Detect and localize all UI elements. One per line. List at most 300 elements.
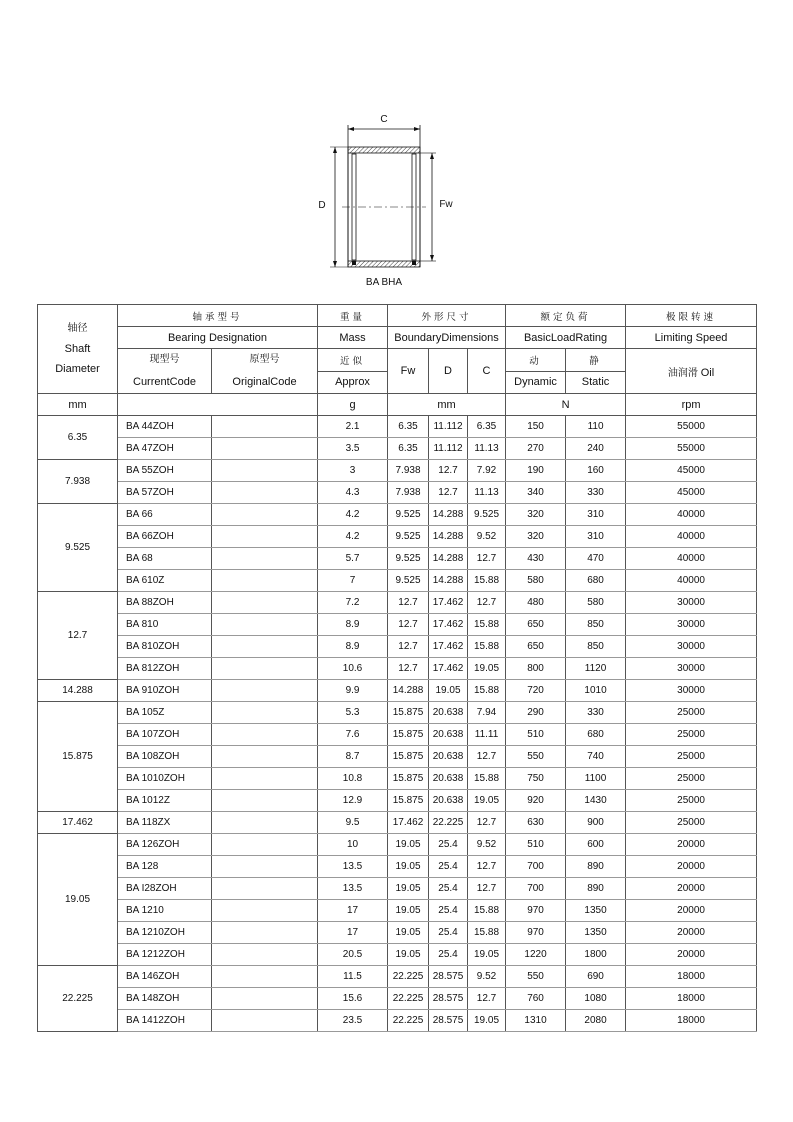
c-cell: 6.35 [468,416,506,438]
fw-cell: 15.875 [388,746,429,768]
table-row [38,702,757,724]
oil-cn-label: 油润滑 [667,367,698,379]
speed-cell: 18000 [626,1010,757,1032]
c-cell: 15.88 [468,922,506,944]
mass-en-header: Mass [318,327,388,349]
fw-cell: 15.875 [388,790,429,812]
d-cell: 14.288 [429,548,468,570]
unit-dims: mm [388,394,506,416]
static-load-cell: 850 [566,614,626,636]
current-cn-label: 现型号 [149,354,180,365]
dynamic-load-cell: 320 [506,504,566,526]
fw-cell: 12.7 [388,658,429,680]
original-code-cell [212,988,318,1010]
dynamic-load-cell: 510 [506,724,566,746]
d-cell: 25.4 [429,856,468,878]
static-load-cell: 1010 [566,680,626,702]
unit-shaft: mm [38,394,118,416]
current-code-cell: BA 128 [118,856,212,878]
dynamic-load-cell: 480 [506,592,566,614]
speed-cell: 30000 [626,658,757,680]
d-cell: 28.575 [429,988,468,1010]
table-row [38,724,757,746]
fw-cell: 15.875 [388,702,429,724]
c-cell: 15.88 [468,636,506,658]
mass-cell: 10.8 [318,768,388,790]
table-row [38,900,757,922]
fw-cell: 19.05 [388,856,429,878]
dynamic-load-cell: 1220 [506,944,566,966]
dynamic-load-cell: 1310 [506,1010,566,1032]
static-load-cell: 110 [566,416,626,438]
current-code-cell: BA 1010ZOH [118,768,212,790]
mass-cell: 3 [318,460,388,482]
static-load-cell: 690 [566,966,626,988]
d-cell: 20.638 [429,702,468,724]
table-row [38,812,757,834]
current-code-cell: BA 66 [118,504,212,526]
fw-cell: 15.875 [388,768,429,790]
fw-cell: 9.525 [388,504,429,526]
fw-cell: 14.288 [388,680,429,702]
speed-cell: 25000 [626,724,757,746]
dynamic-load-cell: 430 [506,548,566,570]
original-code-cell [212,1010,318,1032]
static-cn-header: 静 [566,349,626,372]
original-code-cell [212,592,318,614]
current-code-cell: BA 148ZOH [118,988,212,1010]
d-cell: 17.462 [429,636,468,658]
d-cell: 25.4 [429,878,468,900]
dynamic-load-cell: 650 [506,614,566,636]
c-cell: 12.7 [468,592,506,614]
original-code-cell [212,724,318,746]
mass-cell: 4.3 [318,482,388,504]
original-code-header [212,349,318,394]
current-code-header [118,349,212,394]
approx-cn-header: 近似 [318,349,388,372]
load-en-header: BasicLoadRating [506,327,626,349]
static-load-cell: 330 [566,702,626,724]
current-en-label: CurrentCode [133,376,196,388]
fw-cell: 19.05 [388,944,429,966]
mass-cell: 13.5 [318,856,388,878]
c-cell: 15.88 [468,900,506,922]
static-load-cell: 310 [566,526,626,548]
current-code-cell: BA 57ZOH [118,482,212,504]
fw-cell: 22.225 [388,1010,429,1032]
shaft-diameter-cell: 7.938 [38,460,118,504]
c-cell: 9.52 [468,526,506,548]
designation-cn-header: 轴承型号 [118,305,318,327]
dynamic-load-cell: 550 [506,966,566,988]
static-load-cell: 160 [566,460,626,482]
c-cell: 19.05 [468,658,506,680]
current-code-cell: BA 810 [118,614,212,636]
static-load-cell: 310 [566,504,626,526]
d-cell: 14.288 [429,504,468,526]
d-cell: 25.4 [429,900,468,922]
mass-cell: 15.6 [318,988,388,1010]
original-code-cell [212,570,318,592]
c-cell: 12.7 [468,548,506,570]
speed-cell: 18000 [626,966,757,988]
dynamic-load-cell: 700 [506,878,566,900]
boundary-cn-header: 外形尺寸 [388,305,506,327]
table-row [38,680,757,702]
d-cell: 17.462 [429,614,468,636]
c-cell: 19.05 [468,1010,506,1032]
dynamic-load-cell: 970 [506,900,566,922]
mass-cell: 8.7 [318,746,388,768]
c-cell: 9.52 [468,834,506,856]
original-code-cell [212,526,318,548]
d-cell: 17.462 [429,658,468,680]
d-cell: 14.288 [429,526,468,548]
table-row [38,1010,757,1032]
original-en-label: OriginalCode [232,376,297,388]
current-code-cell: BA 88ZOH [118,592,212,614]
speed-cell: 25000 [626,790,757,812]
shaft-cn-label: 轴径 [67,323,88,334]
speed-cell: 20000 [626,922,757,944]
speed-cell: 25000 [626,768,757,790]
current-code-cell: BA 1012Z [118,790,212,812]
mass-cell: 5.7 [318,548,388,570]
speed-cell: 20000 [626,834,757,856]
current-code-cell: BA 107ZOH [118,724,212,746]
original-code-cell [212,680,318,702]
speed-cell: 40000 [626,548,757,570]
shaft-diameter-header [38,305,118,394]
mass-cell: 8.9 [318,636,388,658]
table-row [38,416,757,438]
static-load-cell: 1080 [566,988,626,1010]
shaft-diameter-cell: 9.525 [38,504,118,592]
static-load-cell: 600 [566,834,626,856]
c-header: C [468,349,506,394]
shaft-diameter-cell: 12.7 [38,592,118,680]
fw-cell: 9.525 [388,548,429,570]
static-load-cell: 850 [566,636,626,658]
c-cell: 15.88 [468,768,506,790]
current-code-cell: BA 610Z [118,570,212,592]
c-cell: 11.13 [468,438,506,460]
original-code-cell [212,768,318,790]
mass-cell: 2.1 [318,416,388,438]
table-row [38,570,757,592]
dynamic-load-cell: 800 [506,658,566,680]
c-cell: 19.05 [468,944,506,966]
d-cell: 17.462 [429,592,468,614]
dynamic-load-cell: 630 [506,812,566,834]
table-row [38,636,757,658]
original-code-cell [212,702,318,724]
speed-cell: 18000 [626,988,757,1010]
table-row [38,746,757,768]
static-load-cell: 1100 [566,768,626,790]
d-cell: 14.288 [429,570,468,592]
original-code-cell [212,790,318,812]
dynamic-load-cell: 760 [506,988,566,1010]
dynamic-load-cell: 320 [506,526,566,548]
dynamic-load-cell: 150 [506,416,566,438]
dynamic-load-cell: 580 [506,570,566,592]
static-load-cell: 470 [566,548,626,570]
mass-cell: 20.5 [318,944,388,966]
original-code-cell [212,922,318,944]
shaft-diameter-cell: 19.05 [38,834,118,966]
shaft-diameter-cell: 14.288 [38,680,118,702]
d-cell: 12.7 [429,482,468,504]
speed-cell: 25000 [626,746,757,768]
table-row [38,856,757,878]
table-row [38,834,757,856]
shaft-diameter-cell: 15.875 [38,702,118,812]
current-code-cell: BA 810ZOH [118,636,212,658]
mass-cn-header: 重量 [318,305,388,327]
d-cell: 22.225 [429,812,468,834]
mass-cell: 13.5 [318,878,388,900]
mass-cell: 5.3 [318,702,388,724]
static-load-cell: 1430 [566,790,626,812]
fw-cell: 19.05 [388,922,429,944]
current-code-cell: BA 118ZX [118,812,212,834]
table-row [38,658,757,680]
fw-cell: 12.7 [388,636,429,658]
shaft-diameter-cell: 17.462 [38,812,118,834]
table-row [38,592,757,614]
speed-cell: 55000 [626,416,757,438]
table-row [38,438,757,460]
approx-en-header: Approx [318,371,388,394]
current-code-cell: BA 812ZOH [118,658,212,680]
fw-cell: 7.938 [388,482,429,504]
fw-cell: 9.525 [388,526,429,548]
original-code-cell [212,944,318,966]
speed-cell: 45000 [626,460,757,482]
unit-speed: rpm [626,394,757,416]
current-code-cell: BA 910ZOH [118,680,212,702]
d-cell: 25.4 [429,834,468,856]
c-cell: 9.52 [468,966,506,988]
table-row [38,482,757,504]
fw-cell: 19.05 [388,834,429,856]
d-cell: 25.4 [429,944,468,966]
mass-cell: 17 [318,900,388,922]
static-load-cell: 1800 [566,944,626,966]
current-code-cell: BA 1210 [118,900,212,922]
table-header [38,305,757,416]
d-cell: 20.638 [429,746,468,768]
current-code-cell: BA 1210ZOH [118,922,212,944]
speed-cell: 30000 [626,680,757,702]
current-code-cell: BA 44ZOH [118,416,212,438]
static-load-cell: 680 [566,724,626,746]
current-code-cell: BA 105Z [118,702,212,724]
table-row [38,548,757,570]
current-code-cell: BA 108ZOH [118,746,212,768]
oil-en-label: Oil [700,366,715,379]
fw-cell: 6.35 [388,438,429,460]
mass-cell: 4.2 [318,504,388,526]
current-code-cell: BA 55ZOH [118,460,212,482]
table-row [38,988,757,1010]
current-code-cell: BA 126ZOH [118,834,212,856]
mass-cell: 9.9 [318,680,388,702]
fw-cell: 12.7 [388,614,429,636]
table-row [38,966,757,988]
speed-cell: 55000 [626,438,757,460]
speed-cell: 45000 [626,482,757,504]
dynamic-load-cell: 290 [506,702,566,724]
fw-cell: 19.05 [388,900,429,922]
speed-cell: 30000 [626,636,757,658]
table-body [38,416,757,1032]
speed-cell: 20000 [626,900,757,922]
speed-cell: 40000 [626,570,757,592]
current-code-cell: BA 68 [118,548,212,570]
original-code-cell [212,658,318,680]
bearing-table-wrapper [37,304,756,1032]
bearing-spec-table [37,304,757,1032]
original-code-cell [212,482,318,504]
shaft-en-label: Shaft [64,343,91,355]
table-row [38,790,757,812]
speed-cell: 30000 [626,592,757,614]
shaft-diameter-cell: 6.35 [38,416,118,460]
original-code-cell [212,812,318,834]
speed-cn-header: 极限转速 [626,305,757,327]
c-cell: 15.88 [468,570,506,592]
speed-cell: 20000 [626,944,757,966]
boundary-en-header: BoundaryDimensions [388,327,506,349]
bearing-diagram [300,105,460,295]
original-cn-label: 原型号 [249,354,280,365]
mass-cell: 9.5 [318,812,388,834]
mass-cell: 3.5 [318,438,388,460]
original-code-cell [212,966,318,988]
dynamic-load-cell: 550 [506,746,566,768]
static-load-cell: 890 [566,856,626,878]
current-code-cell: BA 66ZOH [118,526,212,548]
current-code-cell: BA 47ZOH [118,438,212,460]
fw-cell: 15.875 [388,724,429,746]
speed-cell: 20000 [626,878,757,900]
mass-cell: 10 [318,834,388,856]
dynamic-cn-header: 动 [506,349,566,372]
static-load-cell: 580 [566,592,626,614]
d-cell: 20.638 [429,724,468,746]
original-code-cell [212,504,318,526]
static-load-cell: 330 [566,482,626,504]
unit-mass: g [318,394,388,416]
table-row [38,944,757,966]
table-row [38,504,757,526]
diameter-en-label: Diameter [55,363,100,375]
diagram-caption: BA BHA [365,277,403,288]
unit-blank [118,394,318,416]
d-cell: 20.638 [429,790,468,812]
speed-cell: 20000 [626,856,757,878]
mass-cell: 8.9 [318,614,388,636]
static-load-cell: 1350 [566,922,626,944]
original-code-cell [212,548,318,570]
fw-cell: 22.225 [388,966,429,988]
table-row [38,878,757,900]
mass-cell: 17 [318,922,388,944]
c-cell: 15.88 [468,680,506,702]
dynamic-load-cell: 270 [506,438,566,460]
dimension-fw-label: Fw [439,199,453,210]
unit-load: N [506,394,626,416]
current-code-cell: BA 146ZOH [118,966,212,988]
dynamic-load-cell: 340 [506,482,566,504]
mass-cell: 7.2 [318,592,388,614]
original-code-cell [212,438,318,460]
oil-header [626,349,757,394]
original-code-cell [212,636,318,658]
dynamic-load-cell: 510 [506,834,566,856]
static-load-cell: 900 [566,812,626,834]
speed-en-header: Limiting Speed [626,327,757,349]
dynamic-load-cell: 920 [506,790,566,812]
designation-en-header: Bearing Designation [118,327,318,349]
static-load-cell: 890 [566,878,626,900]
d-header: D [429,349,468,394]
c-cell: 15.88 [468,614,506,636]
current-code-cell: BA 1212ZOH [118,944,212,966]
static-load-cell: 240 [566,438,626,460]
table-row [38,460,757,482]
c-cell: 11.11 [468,724,506,746]
dynamic-en-header: Dynamic [506,371,566,394]
fw-cell: 19.05 [388,878,429,900]
current-code-cell: BA I28ZOH [118,878,212,900]
speed-cell: 40000 [626,526,757,548]
c-cell: 9.525 [468,504,506,526]
original-code-cell [212,878,318,900]
c-cell: 19.05 [468,790,506,812]
d-cell: 19.05 [429,680,468,702]
mass-cell: 7.6 [318,724,388,746]
d-cell: 25.4 [429,922,468,944]
original-code-cell [212,460,318,482]
table-row [38,922,757,944]
original-code-cell [212,416,318,438]
table-row [38,526,757,548]
dynamic-load-cell: 650 [506,636,566,658]
original-code-cell [212,900,318,922]
c-cell: 12.7 [468,878,506,900]
original-code-cell [212,614,318,636]
dimension-c-label: C [380,114,388,125]
dynamic-load-cell: 750 [506,768,566,790]
static-load-cell: 1120 [566,658,626,680]
dynamic-load-cell: 970 [506,922,566,944]
c-cell: 7.92 [468,460,506,482]
c-cell: 12.7 [468,988,506,1010]
static-en-header: Static [566,371,626,394]
d-cell: 28.575 [429,966,468,988]
table-row [38,768,757,790]
d-cell: 11.112 [429,438,468,460]
fw-cell: 12.7 [388,592,429,614]
c-cell: 11.13 [468,482,506,504]
mass-cell: 10.6 [318,658,388,680]
d-cell: 20.638 [429,768,468,790]
fw-cell: 17.462 [388,812,429,834]
